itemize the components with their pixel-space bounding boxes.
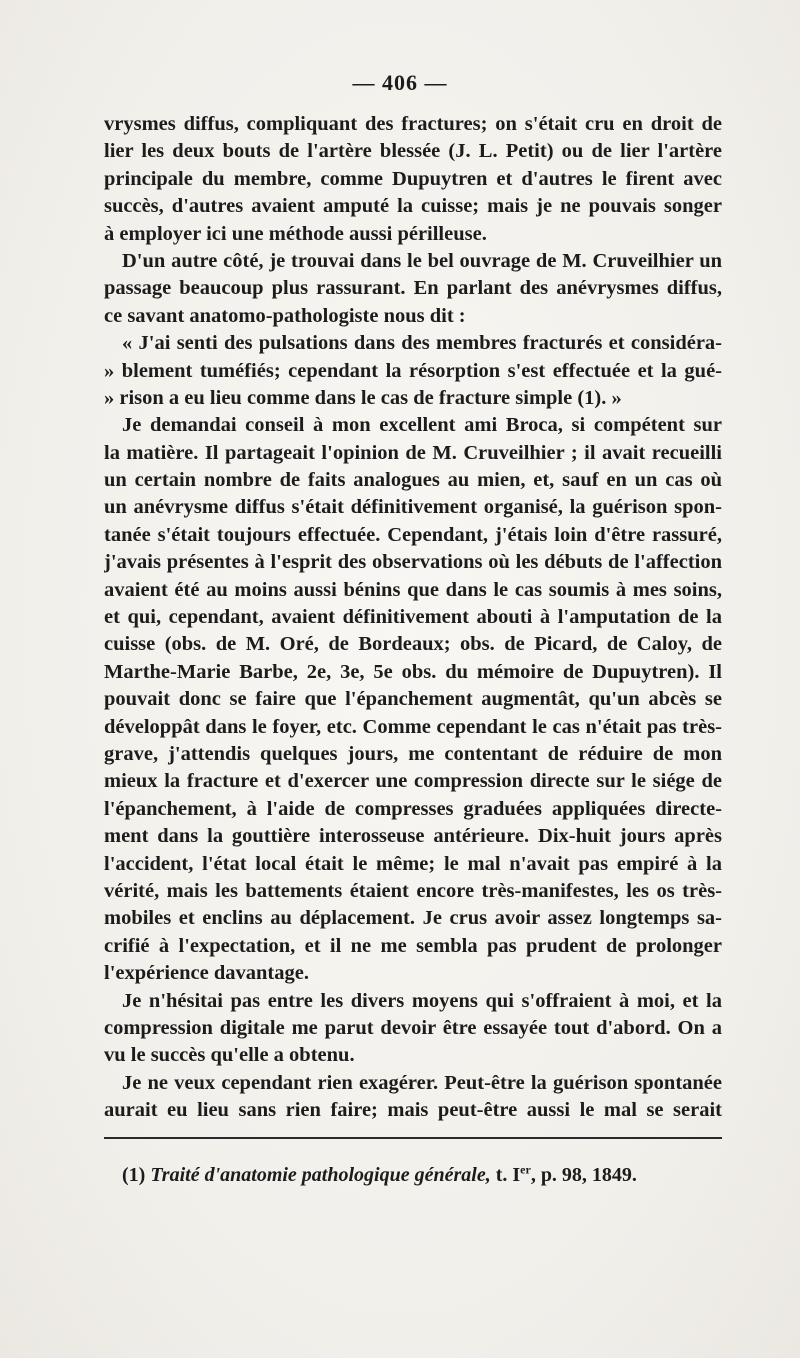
body-line: D'un autre côté, je trouvai dans le bel ouvrage de M. Cruveilhier un <box>122 249 722 272</box>
footnote-volume: t. I <box>495 1164 521 1186</box>
body-line: avaient été au moins aussi bénins que dans le cas soumis à mes soins, <box>104 578 722 601</box>
body-line: cuisse (obs. de M. Oré, de Bordeaux; obs. de Picard, de Caloy, de <box>104 633 722 656</box>
quote-line: « J'ai senti des pulsations dans des membres fracturés et considéra- <box>122 332 722 355</box>
footnote-divider <box>104 1137 722 1139</box>
body-line: grave, j'attendis quelques jours, me contentant de réduire de mon <box>104 742 722 765</box>
body-line: et qui, cependant, avaient définitivement abouti à l'amputation de la <box>104 606 722 629</box>
body-line: Je ne veux cependant rien exagérer. Peut-être la guérison spontanée <box>122 1071 722 1094</box>
body-line: aurait eu lieu sans rien faire; mais peut-être aussi le mal se serait <box>104 1099 722 1122</box>
body-line: l'épanchement, à l'aide de compresses graduées appliquées directe- <box>104 797 722 820</box>
body-line: succès, d'autres avaient amputé la cuisse; mais je ne pouvais songer <box>104 195 722 218</box>
body-line: vu le succès qu'elle a obtenu. <box>104 1044 355 1067</box>
body-line: développât dans le foyer, etc. Comme cependant le cas n'était pas très- <box>104 715 722 738</box>
body-line: Je demandai conseil à mon excellent ami Broca, si compétent sur <box>122 414 722 437</box>
body-line: mobiles et enclins au déplacement. Je crus avoir assez longtemps sa- <box>104 907 722 930</box>
quote-line: » blement tuméfiés; cependant la résorption s'est effectuée et la gué- <box>104 359 722 382</box>
body-line: à employer ici une méthode aussi périlleuse. <box>104 222 487 245</box>
body-line: crifié à l'expectation, et il ne me sembla pas prudent de prolonger <box>104 934 722 957</box>
body-line: tanée s'était toujours effectuée. Cependant, j'étais loin d'être rassuré, <box>104 523 722 546</box>
footnote-pages: , p. 98, 1849. <box>530 1164 637 1186</box>
body-line: ment dans la gouttière interosseuse antérieure. Dix-huit jours après <box>104 825 722 848</box>
body-line: un certain nombre de faits analogues au mien, et, sauf en un cas où <box>104 469 722 492</box>
body-line: compression digitale me parut devoir être essayée tout d'abord. On a <box>104 1016 722 1039</box>
body-text <box>104 111 722 1124</box>
body-line: passage beaucoup plus rassurant. En parlant des anévrysmes diffus, <box>104 277 722 300</box>
body-line: la matière. Il partageait l'opinion de M. Cruveilhier ; il avait recueilli <box>104 441 722 464</box>
body-line: vérité, mais les battements étaient encore très-manifestes, les os très- <box>104 879 722 902</box>
body-line: l'expérience davantage. <box>104 962 309 985</box>
body-line: Je n'hésitai pas entre les divers moyens qui s'offraient à moi, et la <box>122 989 722 1012</box>
body-line: ce savant anatomo-pathologiste nous dit : <box>104 304 466 327</box>
body-line: l'accident, l'état local était le même; le mal n'avait pas empiré à la <box>104 852 722 875</box>
footnote-volume-superscript: er <box>520 1162 531 1177</box>
footnote <box>122 1164 722 1187</box>
body-line: j'avais présentes à l'esprit des observations où les débuts de l'affection <box>104 551 722 574</box>
body-line: Marthe-Marie Barbe, 2e, 3e, 5e obs. du mémoire de Dupuytren). Il <box>104 660 722 683</box>
body-line: vrysmes diffus, compliquant des fractures; on s'était cru en droit de <box>104 113 722 135</box>
footnote-marker: (1) <box>122 1164 146 1186</box>
body-line: mieux la fracture et d'exercer une compression directe sur le siége de <box>104 770 722 793</box>
body-line: lier les deux bouts de l'artère blessée (J. L. Petit) ou de lier l'artère <box>104 140 722 163</box>
quote-line: » rison a eu lieu comme dans le cas de fracture simple (1). » <box>104 386 622 409</box>
body-line: un anévrysme diffus s'était définitivement organisé, la guérison spon- <box>104 496 722 519</box>
body-line: principale du membre, comme Dupuytren et d'autres le firent avec <box>104 167 722 190</box>
footnote-title: Traité d'anatomie pathologique générale, <box>150 1164 491 1186</box>
page-number: — 406 — <box>352 70 448 95</box>
body-line: pouvait donc se faire que l'épanchement augmentât, qu'un abcès se <box>104 688 722 711</box>
